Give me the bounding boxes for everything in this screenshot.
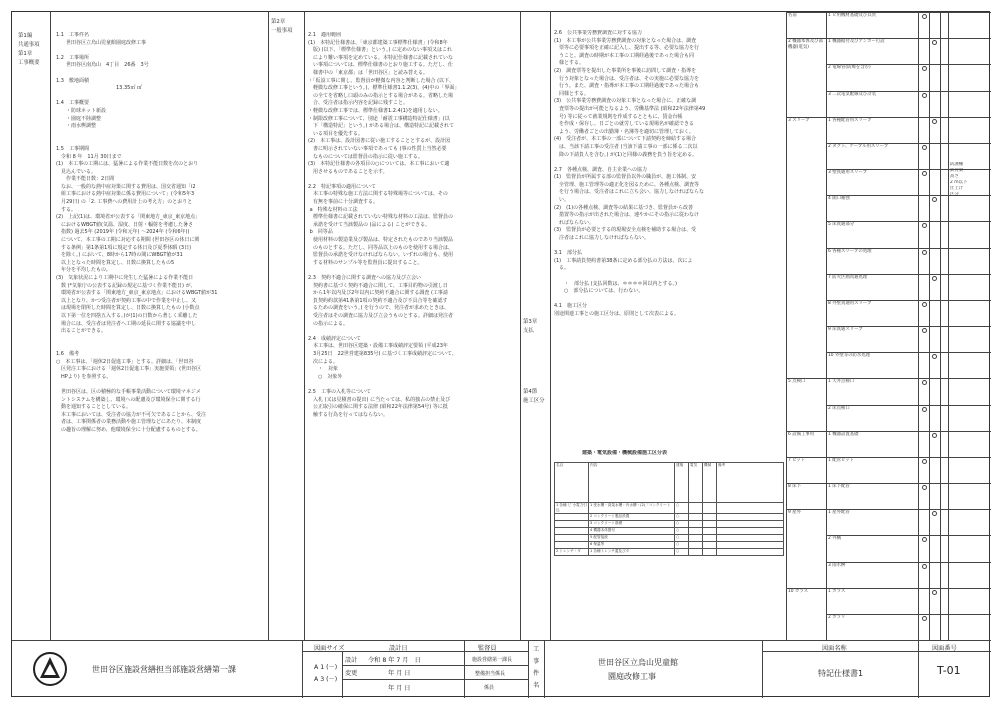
table-cell — [555, 514, 589, 521]
checklist-mark — [922, 328, 927, 333]
checklist-category: 3 スリーブ — [788, 117, 810, 123]
checklist-mark — [922, 380, 927, 385]
chapter-label-line: 第1章 — [18, 51, 33, 57]
drawing-name-label: 図面名称 — [822, 645, 847, 652]
design-date: 令和 8 年 7 月 日 — [368, 657, 421, 664]
table-row — [555, 542, 784, 549]
checklist-item: 2 ダクト、ケーブル用スリーブ — [828, 143, 889, 149]
checklist-column-divider — [826, 12, 827, 640]
table-row — [555, 549, 784, 556]
drawing-number: T-01 — [937, 664, 961, 677]
checklist-item: 10 外壁等の防水処理 — [828, 353, 871, 359]
checklist-item: 5 床貫通部分 — [828, 222, 855, 228]
checklist-remark: 区分 — [950, 192, 959, 197]
checklist-item: 7 防火区画貫通処理 — [828, 274, 868, 280]
chapter2-label — [271, 18, 301, 36]
checklist-category: 10 ガラス — [788, 588, 809, 594]
table-cell: 1 受水槽・高架水槽・汚水槽・(2)「コンクリート — [589, 503, 675, 514]
checklist-mark — [922, 145, 927, 150]
checklist-mark — [922, 66, 927, 71]
checklist-mark — [932, 354, 937, 359]
organization-name: 世田谷区施設営繕担当部施設営繕第一課 — [92, 665, 236, 674]
a3-size: A 3 (－) — [314, 676, 338, 683]
checklist-category: 2 機器本体及び部機器(電気) — [788, 39, 823, 50]
checklist-mark — [922, 14, 927, 19]
table-cell: 1 各種トレンチ蓋及びダ — [589, 549, 675, 556]
checklist-column-divider — [948, 12, 949, 640]
checklist-category: 7 ピット — [788, 457, 806, 463]
checklist-item: 1 機器据付及びアンカー打設 — [828, 39, 885, 45]
checklist-item: 2 ガラリ — [828, 614, 846, 620]
checklist-item: 8 外壁貫通用スリーブ — [828, 300, 872, 306]
checklist-mark — [932, 40, 937, 45]
table-cell — [555, 521, 589, 528]
change-date: 年 月 日 — [388, 670, 411, 677]
checklist-mark — [932, 276, 937, 281]
approver-role: 整備担当係長 — [475, 671, 506, 677]
chapter-label-line: 共通事項 — [18, 42, 40, 48]
checklist-item: 1 各種配管用スリーブ — [828, 117, 872, 123]
drawing-name: 特記仕様書1 — [818, 669, 864, 678]
table-cell: ○ — [675, 528, 689, 535]
checklist-mark — [932, 511, 937, 516]
size-label: 図面サイズ — [314, 645, 345, 652]
table-cell: ○ — [675, 549, 689, 556]
approver-role: 施設営繕第一課長 — [472, 657, 513, 663]
table-cell: 4 機器本体据付 — [589, 528, 675, 535]
table-cell — [555, 542, 589, 549]
change-date: 年 月 日 — [388, 685, 411, 692]
table-cell: 5 配管接続 — [589, 535, 675, 542]
chapter2-label-line: 一般事項 — [271, 28, 293, 34]
checklist-mark — [922, 537, 927, 542]
checklist-column-divider — [918, 12, 919, 640]
title-block — [12, 640, 991, 698]
table-cell: 1 各種 ピ 小電力引込 — [556, 503, 587, 512]
checklist-item: 9 床貫通スリーブ — [828, 327, 863, 332]
checklist-item: 3 壁貫通用スリーブ — [828, 170, 868, 175]
chapter4-label — [523, 388, 549, 406]
work-name-label: 工事件名 — [533, 646, 540, 689]
checklist-mark — [922, 407, 927, 412]
checklist-mark — [932, 433, 937, 438]
checklist-category: 6 設備工事用 — [788, 431, 815, 437]
checklist-remark: 防護柵 — [950, 162, 964, 167]
checklist-mark — [922, 250, 927, 255]
supervisor-label: 監督員 — [478, 645, 497, 652]
checklist-item: 2 電線管(防爆を含む) — [828, 65, 871, 71]
checklist-remark: 仕上げ — [950, 186, 964, 191]
checklist-item: 1 床下配管 — [828, 484, 850, 489]
design-date-label: 設計日 — [389, 645, 408, 652]
drawing-sheet — [11, 11, 990, 697]
table-header-row — [555, 463, 784, 503]
table-header-cell: 備考 — [717, 463, 784, 503]
table-row — [555, 528, 784, 535]
checklist-item: 2 外構 — [828, 536, 841, 542]
table-cell: ○ — [675, 514, 689, 521]
checklist-category: 9 屋外 — [788, 510, 801, 516]
checklist-column-divider — [929, 12, 930, 640]
table-header-cell: 電気 — [689, 463, 703, 503]
checklist-category: 8 床下 — [788, 484, 801, 489]
checklist-mark — [922, 171, 927, 176]
table-cell: 2 トレンチ・ダ — [555, 549, 589, 556]
section-general-matters: 2.1 適用範囲 (1) 本特記仕様書は、「東京都建築工事標準仕様書」(令和8年 版) (以下、「標準仕様書」という。) に定めのない事項又はこれ により難い事項を定めている。本特記仕様書に記載されていな い事項については、標準仕様書のとおり施工する。ただし、仕 様書中の「東京都」は「世田谷区」と読み替える。 ・「仮設工事に関し、監督員が軽微な内容と判断した場合 (以下、 軽微な改修工事という。)、標準仕様書1.1.2(3)、(4)中の「界面」 の全てを省略し口頭のみの指示とする場合がある。省略した場 合、受注者は指示内容を記録に残すこと。 ・軽微な改修工事では、標準仕様書1.2.4(1)を適用しない。 ・制限改修工事について、別途「耐震工事構造特記仕様書」(以 下「構造特記」という。) がある場合は、構造特記に記載されて いる項目を優先する。 (2) 本工事は、設計図書に従い施工することとするが、設計図 書に明示されていない事項であっても (事の性質上当然必要 なものについては監督員の指示に従い施工する。 (3) 本特記仕様書の各項目の○については、本工事において適 用させるものであることを示す。 2.2 特記事項の適用について 本工事の特殊な施工方法に関する特殊場等については、その 有無を事前に十分調査する。 a 特殊な材料の工法 標準仕様書に記載されていない特殊な材料の工法は、監督員の 承諾を受けて当該製品の (品による) ことができる。 b 同等品 使用材料の製造業及び製品は、特定されたものであり当該製品 のものとする。ただし、同等品以上のものを使用する場合は、 監督員の承諾を受けなければならない。いずれの場合も、使用 する材料のサンプル等を監督員に提出すること。 2.3 契約不適合に関する調査への協力及び立会い 契約書に基づく契約不適合に関して、工事目的物の引渡し日 から1年以内及び2年以内に契約不適合に関する調査 (工事請 負契約約款第41条第1項の契約不適合及び不具合等を確認す るための調査をいう。) を行うので、発注者が求めたときは、 受注者はその調査に協力及び立会うものとする。詳細は発注者 の指示による。 2.4 成績評定について 本工事は、世田谷区建築・設備工事成績評定要領 (平成23年 3月25日 22世営建第835号) に基づく工事成績評定について、 次による。 ・ 対象 ○ 対象外 2.5 工事の入札等について 入札 (又は見積書の提出) に当たっては、私的独占の禁止及び 公正取引の確保に関する法律 (昭和22年法律第54号) 等に抵 触する行為を行ってはならない。 — [308, 32, 460, 418]
table-row — [555, 535, 784, 542]
checklist-mark — [922, 459, 927, 464]
checklist-item: 3 雨水桝 — [828, 562, 846, 568]
chapter3-label-line: 支払 — [523, 328, 534, 334]
checklist-mark — [932, 119, 937, 124]
checklist-item: 3 二次電気配線及び計装 — [828, 91, 877, 97]
table-header-cell: 名目 — [555, 463, 589, 503]
approver-role: 係員 — [484, 685, 495, 691]
checklist-item: 2 床点検口 — [828, 405, 850, 411]
checklist-category: 5 点検口 — [788, 379, 806, 385]
checklist-item: 1 天井点検口 — [828, 379, 855, 385]
table-cell — [555, 535, 589, 542]
checklist-item: 1 ガラス — [828, 588, 846, 594]
table-cell — [555, 528, 589, 535]
checklist-item: 6 各種スリーブの処理 — [828, 248, 872, 254]
checklist-item: 4 開口補強 — [828, 196, 850, 202]
table-title: 建築・電気設備・機械設備施工区分表 — [582, 450, 668, 456]
work-name-line: 世田谷区立烏山児童館 — [598, 658, 678, 667]
checklist-mark — [922, 485, 927, 490]
table-cell: 6 保温等 — [589, 542, 675, 549]
table-cell: ○ — [675, 542, 689, 549]
checklist-column-divider — [940, 12, 941, 640]
table-header-cell: 建築 — [675, 463, 689, 503]
work-name-line: 園庭改修工事 — [608, 672, 656, 681]
table-row — [555, 521, 784, 528]
table-cell: ○ — [675, 521, 689, 528]
checklist-item: 1 ピ用機材基礎及び其質 — [828, 13, 877, 18]
chapter4-label-line: 施工区分 — [523, 398, 545, 404]
chapter-label — [18, 32, 46, 68]
table-row — [555, 514, 784, 521]
change-label: 変更 — [345, 670, 358, 677]
checklist-category: 名前 — [788, 13, 797, 18]
checklist-mark — [922, 93, 927, 98]
checklist-remark: 2 m以下 — [950, 180, 968, 185]
table-header-cell: 内容 — [589, 463, 675, 503]
construction-division-table — [554, 462, 784, 556]
table-cell: 3 コンクリート基礎 — [589, 521, 675, 528]
table-header-cell: 機械 — [703, 463, 717, 503]
chapter3-label-line: 第3章 — [523, 319, 538, 325]
checklist-item: 1 配管ピット — [828, 457, 854, 463]
table-cell: ○ — [675, 535, 689, 542]
section-general-overview: 1.1 工事件名 世田谷区立烏山児童館園庭改修工事 1.2 工事場所 世田谷区南烏山 4丁目 26番 3号 1.3 敷地面積 13.35㎡ ㎡ 1.4 工事概要 ・防球ネット新設 ・園庭不陸調整 ・雨水桝調整 1.5 工事期間 令和 8 年 11月 30日まで (1) 本工事の工期には、猛暑による作業不能日数を次のとおり 見込んでいる。 作業不能日数：2日間 なお、一般的な熱中症対策に関する費用は、国交省通知「i2 組工事における熱中症対策に係る費用について」(令和5年3 月29日) の「2. 工事費への費用計上の考え方」のとおりと する。 (2) 上記(1)は、環境省が公表する「関東地方_東京_東京地点」 におけるWBGT値(気温、湿度、日射・輻射を考慮した暑さ 指数) 過去5年 (2019年 (令和元年) ～2024年 (令和6年)) について、本工事の工期に対応する期間 (世田谷区の休日に関 する条例」第1条第1項に規定する休日及び夏季休暇 (3日) を除く。) において、8時から17時の間にWBGT値が31 以上となった時間を算定し、日数に換算したもの5 年分を平均したもの。 (3) 気象状況により工期中に発生した猛暑による作業不能日 数 (*気象庁の公表する記録の規定に基づく作業不能日) が、 環境省が公表する「関東地方_東京_東京地点」におけるWBGT値が31 以上となり、かつ受注者が契約工事の中で作業を中止し、又 は現場を閉所した時間を算定し、日数に換算したもの (小数点 以下第一位を四捨五入する。)が(1)の日数から著しく乖離した 場合には、受注者は発注者へ工期の延長に関する協議を申し 出ることができる。 1.6 備考 ○ 本工事は、「週休2日促進工事」とする。詳細は、「世田谷 区発注工事における「週休2日促進工事」実施要領」(世田谷区 HPより) を参照する。 世田谷区は、区の積極的な手帳事業活動について環境マネジメ ントシステムを構築し、環境への配慮及び環境保全に関する行 動を通知することとしている。 本工事においては、受注者の協力が不可欠であることから、受注 者は、工事関係者の業務活動や施工管理などにあたり、本制度 の趣旨の理解に努め、他環境保全に十分配慮するものとする。 — [56, 32, 218, 433]
chapter3-label — [523, 318, 549, 336]
checklist-mark — [922, 564, 927, 569]
section-labor-survey: 2.6 公共事業労務費調査に対する協力 (1) 本工事が公共事業労務費調査の対象となった場合は、調査 票等に必要事項を正確に記入し、提出する等、必要な協力を行 うこと。調査の時期が本工事の工期経過後であった場合も同 様とする。 (2) 調査票等を提出した事業所を事後に訪問して調査・指導を 行う対象となった場合は、受注者は、その実施に必要な協力を 行う。また、調査・指導が本工事の工期経過後であった場合も 同様とする。 (3) 公共事業労務費調査の対象工事となった場合に、正確な調 査票等の提出が可能となるよう、労働基準法 (昭和22年法律第49 号) 等に従って就業規則を作成するとともに、賃金台帳 を作成・保存し、日ごとの就労している現場名が確認できる よう、労働者ごとの出勤簿・名簿等を適切に管理しておく。 (4) 受注者が、本工事の一部について下請契約を締結する場合 は、当該下請工事の受注者 (当該下請工事の一部に係る二次以 降の下請負人を含む。) が(1)と同様の義務を負う旨を定める。 2.7 各種点検、調査、自主企業への協力 (1) 監督員が所属する部の監督員以外の職員が、施工体制、安 全管理、施工管理等の適正化を図るために、各種点検、調査等 を行う場合は、受注者はこれに立ち会い、協力しなければならな い。 (2) (1)の各種点検、調査等の結果に基づき、監督員から改善 措置等の指示が出された場合は、速やかにその指示に従わなけ ればならない。 (3) 監督員が必要とする的現場安全点検を補助する場合は、受 注者はこれに協力しなければならない。 3.1 部分払 (1) 工事請負契約書第38条に定める部分払の方法は、次によ る。 ・ 部分払 (支払回数は、＊＊＊＊回以内とする。) ○ 部分払については、行わない。 4.1 施工区分 別途関連工事との施工区分は、原則として次表による。 — [554, 30, 706, 317]
checklist-mark — [932, 197, 937, 202]
table-row — [555, 503, 784, 514]
checklist-mark — [922, 302, 927, 307]
ward-emblem-logo — [32, 651, 68, 687]
checklist-item: 1 屋外配管 — [828, 510, 850, 516]
checklist-remark: 鉄骨梁 — [950, 168, 964, 173]
a1-size: A 1 (－) — [314, 664, 338, 671]
checklist-table — [786, 12, 991, 640]
table-cell: ○ — [675, 503, 689, 514]
chapter4-label-line: 第4節 — [523, 389, 538, 395]
chapter-label-line: 第1編 — [18, 33, 33, 39]
checklist-mark — [922, 223, 927, 228]
drawing-number-label: 図面番号 — [932, 645, 957, 652]
checklist-mark — [932, 590, 937, 595]
design-row-label: 設計 — [345, 657, 358, 664]
table-cell: 2 コンクリート製品設置 — [589, 514, 675, 521]
checklist-mark — [922, 616, 927, 621]
chapter2-label-line: 第2章 — [271, 19, 286, 25]
checklist-remark: 高さ — [950, 174, 959, 179]
checklist-item: 1 機器設置基礎 — [828, 431, 859, 437]
chapter-label-line: 工事概要 — [18, 60, 40, 66]
